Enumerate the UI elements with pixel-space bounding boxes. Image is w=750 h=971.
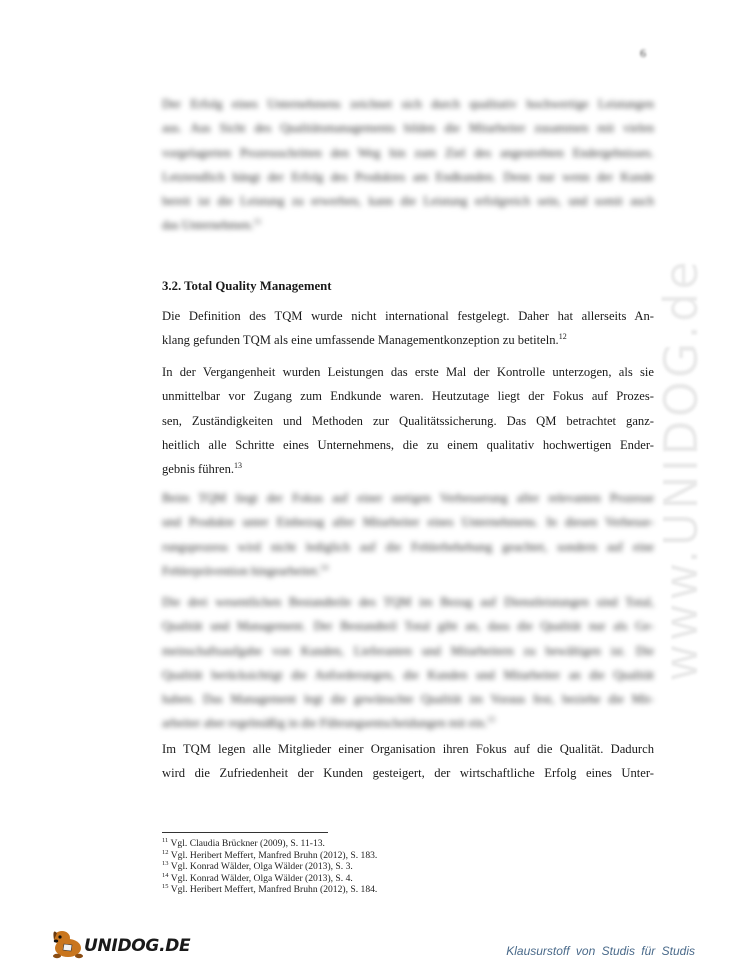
footnote-text: Vgl. Heribert Meffert, Manfred Bruhn (2012), S. 184. bbox=[170, 884, 378, 896]
paragraph-history bbox=[162, 360, 654, 481]
text-line: Qualität und Management. Der Bestandteil Total gibt an, dass die Qualität nur als Ge- bbox=[162, 619, 654, 634]
footnote-ref: 15 bbox=[487, 715, 496, 725]
footnote-number: 12 bbox=[162, 848, 169, 856]
footnote-ref: 13 bbox=[234, 461, 243, 470]
footnotes bbox=[162, 838, 377, 896]
text-line: Im TQM legen alle Mitglieder einer Organisation ihren Fokus auf die Qualität. Dadurch bbox=[162, 742, 654, 756]
text-line bbox=[162, 559, 654, 583]
text-line: Die Definition des TQM wurde nicht international festgelegt. Daher hat allerseits An- bbox=[162, 309, 654, 323]
footnote bbox=[162, 873, 377, 885]
text-line: Beim TQM liegt der Fokus auf einer stetigen Verbesserung aller relevanten Prozesse bbox=[162, 491, 654, 505]
text-line: rungsprozess wird nicht lediglich auf die Fehlerbehebung geachtet, sondern auf eine bbox=[162, 539, 654, 554]
page-number: 6 bbox=[640, 46, 646, 60]
text-line bbox=[162, 457, 654, 481]
text-fragment: Fehlerprävention hingearbeitet. bbox=[162, 563, 321, 578]
text-line: haben. Das Management legt die gewünschte Qualität im Voraus fest, beziehe die Mit- bbox=[162, 692, 654, 707]
logo-text: UNIDOG.DE bbox=[84, 936, 191, 956]
footnote-number: 15 bbox=[162, 883, 169, 891]
text-line: vorgelagerten Prozessschritten den Weg hin zum Ziel des angestrebten Endergebnisses. bbox=[162, 145, 654, 160]
footnote-ref: 12 bbox=[558, 332, 567, 342]
text-line: wird die Zufriedenheit der Kunden gesteigert, der wirtschaftliche Erfolg eines Unter- bbox=[162, 766, 654, 781]
footnote-text: Vgl. Konrad Wälder, Olga Wälder (2013), S. 4. bbox=[170, 872, 353, 884]
footnote-text: Vgl. Claudia Brückner (2009), S. 11-13. bbox=[170, 838, 325, 849]
text-line: Qualität berücksichtigt die Anforderungen, die Kunden und Mitarbeiter an die Qualität bbox=[162, 667, 654, 682]
unidog-logo bbox=[48, 924, 191, 962]
text-line bbox=[162, 328, 654, 352]
footnote-number: 14 bbox=[162, 871, 169, 879]
text-line: Letztendlich hängt der Erfolg des Produktes am Endkunden. Denn nur wenn der Kunde bbox=[162, 169, 654, 184]
footnote-number: 13 bbox=[162, 860, 169, 867]
text-line: und Produkte unter Einbezug aller Mitarbeiter eines Unternehmens. In diesen Verbesse- bbox=[162, 515, 654, 530]
footnote bbox=[162, 850, 377, 862]
text-line bbox=[162, 213, 654, 237]
text-line: Der Erfolg eines Unternehmens zeichnet sich durch qualitativ hochwertige Leistungen bbox=[162, 97, 654, 111]
footnote bbox=[162, 838, 377, 850]
dog-icon bbox=[48, 924, 88, 962]
footnote-separator bbox=[162, 832, 328, 833]
paragraph-definition bbox=[162, 304, 654, 353]
text-line bbox=[162, 711, 654, 735]
footnote-ref: 11 bbox=[253, 217, 262, 227]
text-line: In der Vergangenheit wurden Leistungen das erste Mal der Kontrolle unterzogen, als sie bbox=[162, 365, 654, 379]
text-line: heitlich alle Schritte eines Unternehmens, die zu einem qualitativ hochwertigen Ender- bbox=[162, 437, 654, 452]
section-heading: 3.2. Total Quality Management bbox=[162, 279, 332, 293]
text-fragment: gebnis führen. bbox=[162, 462, 235, 477]
text-line: unmittelbar vor Zugang zum Endkunde waren. Heutzutage liegt der Fokus auf Prozes- bbox=[162, 389, 654, 404]
footnote-text: Vgl. Heribert Meffert, Manfred Bruhn (2012), S. 183. bbox=[170, 849, 378, 861]
paragraph-blurred-2 bbox=[162, 486, 654, 583]
text-line: aus. Aus Sicht des Qualitätsmanagements bilden die Mitarbeiter zusammen mit vielen bbox=[162, 121, 654, 136]
text-line: bereit ist die Leistung zu erwerben, kann die Leistung erfolgreich sein, und somit auch bbox=[162, 194, 654, 209]
watermark-text: www.UNIDOG.de bbox=[654, 258, 708, 682]
paragraph-focus bbox=[162, 737, 654, 786]
text-line: Die drei wesentlichen Bestandteile des TQM im Bezug auf Dienstleistungen sind Total, bbox=[162, 595, 654, 609]
text-fragment: das Unternehmen. bbox=[162, 218, 254, 233]
text-line: meinschaftsaufgabe von Kunden, Lieferanten und Mitarbeitern zu bewältigen ist. Die bbox=[162, 643, 654, 658]
footnote bbox=[162, 884, 377, 896]
text-line: sen, Zuständigkeiten und Methoden zur Qualitätssicherung. Das QM betrachtet ganz- bbox=[162, 413, 654, 428]
paragraph-blurred-1 bbox=[162, 92, 654, 238]
paragraph-blurred-3 bbox=[162, 590, 654, 736]
text-fragment: arbeiter aber regelmäßig in die Führungsentscheidungen mit ein. bbox=[162, 716, 488, 731]
footnote bbox=[162, 861, 377, 873]
footnote-text: Vgl. Konrad Wälder, Olga Wälder (2013), S. 3. bbox=[170, 861, 353, 873]
footnote-number: 11 bbox=[162, 836, 169, 844]
footnote-ref: 14 bbox=[320, 562, 329, 572]
text-fragment: klang gefunden TQM als eine umfassende Managementkonzeption zu betiteln. bbox=[162, 333, 559, 348]
footer-slogan: Klausurstoff von Studis für Studis bbox=[506, 944, 695, 958]
